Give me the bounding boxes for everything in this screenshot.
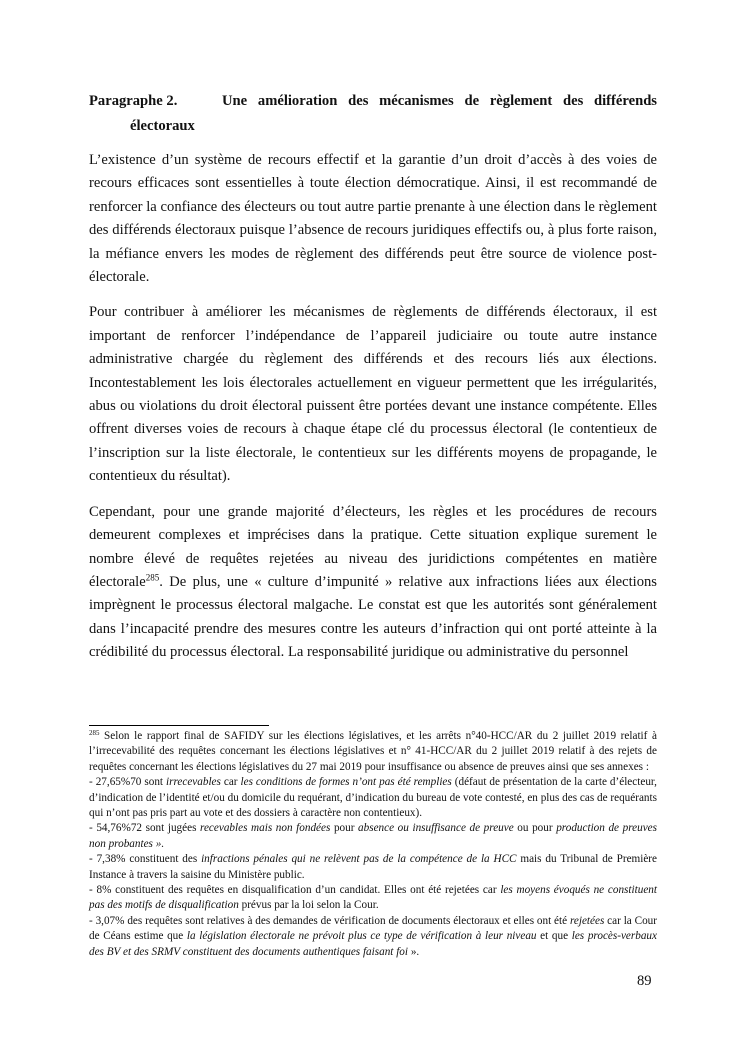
paragraph-2: Pour contribuer à améliorer les mécanismes de règlements de différends électoraux, il est important de renforcer l’indépendance de l’appareil judiciaire ou toute autre instance administrative chargée du règlement des différends et des recours liés aux élections. Incontestablement les lois électorales actuellement en vigueur permettent que les irrégularités, abus ou violations du droit électoral puissent être portées devant une instance compétente. Elles offrent diverses voies de recours à chaque étape clé du processus électoral (le contentieux de l’inscription sur la liste électorale, le contentieux sur les différents moyens de propagande, le contentieux du résultat). xyxy=(89,304,657,485)
footnote-item-3-text: - 7,38% constituent des xyxy=(89,853,202,866)
footnote-item-1-text: - 27,65%70 sont xyxy=(89,776,166,789)
footnote-reference: 285 xyxy=(145,572,160,583)
footnote-intro xyxy=(89,729,657,775)
section-number: Paragraphe 2. xyxy=(89,93,178,109)
footnote-item-2-text: ou pour xyxy=(513,822,557,835)
footnote-item-1-emphasis: les conditions de formes n’ont pas été remplies xyxy=(240,776,452,789)
footnote-item-4-text: - 8% constituent des requêtes en disqualification d’un candidat. Elles ont été rejetées car xyxy=(89,884,501,897)
section-title-line-1: Une amélioration des mécanismes de règlement des différends xyxy=(222,93,657,109)
paragraph-3-part-1: Cependant, pour une grande majorité d’électeurs, les règles et les procédures de recours demeurent complexes et imprécises dans la pratique. Cette situation explique surement le nombre élevé de requêtes rejetées au niveau des juridictions compétentes en matière électorale xyxy=(89,503,657,590)
footnote-item-2-emphasis: recevables mais non fondées xyxy=(200,822,331,835)
footnote-item-4-emphasis: les moyens évoqués ne constituent pas des motifs de disqualification xyxy=(89,884,657,912)
footnote-item-5-text: et que xyxy=(536,930,572,943)
footnote-item-5-emphasis: les procès-verbaux des BV et des SRMV constituent des documents authentiques faisant foi xyxy=(89,930,657,958)
body-text xyxy=(89,149,657,677)
footnote-item-1-emphasis: irrecevables xyxy=(166,776,221,789)
paragraph-1: L’existence d’un système de recours effectif et la garantie d’un droit d’accès à des voies de recours efficaces sont essentielles à toute élection démocratique. Ainsi, il est recommandé de renforcer la confiance des électeurs ou tout autre partie prenante à une élection dans le règlement des différends électoraux puisque l’absence de recours juridiques effectifs ou, à plus forte raison, la méfiance envers les modes de règlement des différends peut être source de violence post-électorale. xyxy=(89,152,657,286)
footnote-separator xyxy=(89,725,269,726)
footnote-item-1-text: (défaut de présentation de la carte d’électeur, d’indication de l’identité et/ou du domicile du requérant, d’indication du bureau de vote contesté, en plus des cas de requérants qui n’ont pas pris part au vote et des dossiers à caractère non contentieux). xyxy=(89,776,657,820)
footnote-item-2-emphasis: absence ou insuffisance de preuve xyxy=(358,822,514,835)
section-title-line-2: électoraux xyxy=(130,118,195,134)
footnote-item-1-text: car xyxy=(220,776,241,789)
footnote-item-5 xyxy=(89,914,657,960)
footnote-item-2-emphasis: production de preuves non probantes xyxy=(89,822,657,850)
footnote-item-1 xyxy=(89,775,657,821)
footnote-item-4-text: prévus par la loi selon la Cour. xyxy=(238,899,379,912)
footnote-item-3-emphasis: infractions pénales qui ne relèvent pas de la compétence de la HCC xyxy=(201,853,517,866)
footnote-item-3 xyxy=(89,852,657,883)
footnote-item-3-text: mais du Tribunal de Première Instance à travers la saisine du Ministère public. xyxy=(89,853,657,881)
footnote-item-5-text: car la Cour de Céans estime que xyxy=(89,914,657,943)
footnote-item-4 xyxy=(89,883,657,914)
footnote-item-5-text: - 3,07% des requêtes sont relatives à des demandes de vérification de documents électoraux et elles ont été xyxy=(89,914,570,927)
paragraph-3 xyxy=(89,501,657,665)
footnote-item-2-text: pour xyxy=(330,822,359,835)
footnote-item-5-emphasis: rejetées xyxy=(569,914,605,927)
footnote-intro-text: Selon le rapport final de SAFIDY sur les élections législatives, et les arrêts n°40-HCC/AR du 2 juillet 2019 relatif à l’irrecevabilité des requêtes concernant les élections législatives et n° 41-HCC/AR du 2 juillet 2019 relatif à des rejets de requêtes concernant les élections législatives du 27 mai 2019 pour insuffisance ou absence de preuves ainsi que ses annexes : xyxy=(89,730,657,773)
footnote-item-5-text: ». xyxy=(408,945,420,958)
footnote-item-5-emphasis: la législation électorale ne prévoit plus ce type de vérification à leur niveau xyxy=(186,930,537,943)
footnote-285 xyxy=(89,729,657,960)
paragraph-3-part-2: . De plus, une « culture d’impunité » relative aux infractions liées aux élections imprègnent le processus électoral malgache. Le constat est que les autorités sont généralement dans l’incapacité prendre des mesures contre les auteurs d’infraction qui ont porté atteinte à la crédibilité du processus électoral. La responsabilité juridique ou administrative du personnel xyxy=(89,573,657,661)
page-number: 89 xyxy=(637,973,652,989)
footnote-item-2 xyxy=(89,821,657,852)
footnote-item-2-text: - 54,76%72 sont jugées xyxy=(89,822,201,835)
footnote-number: 285 xyxy=(89,728,100,737)
footnote-item-2-emphasis: ». xyxy=(152,837,165,850)
